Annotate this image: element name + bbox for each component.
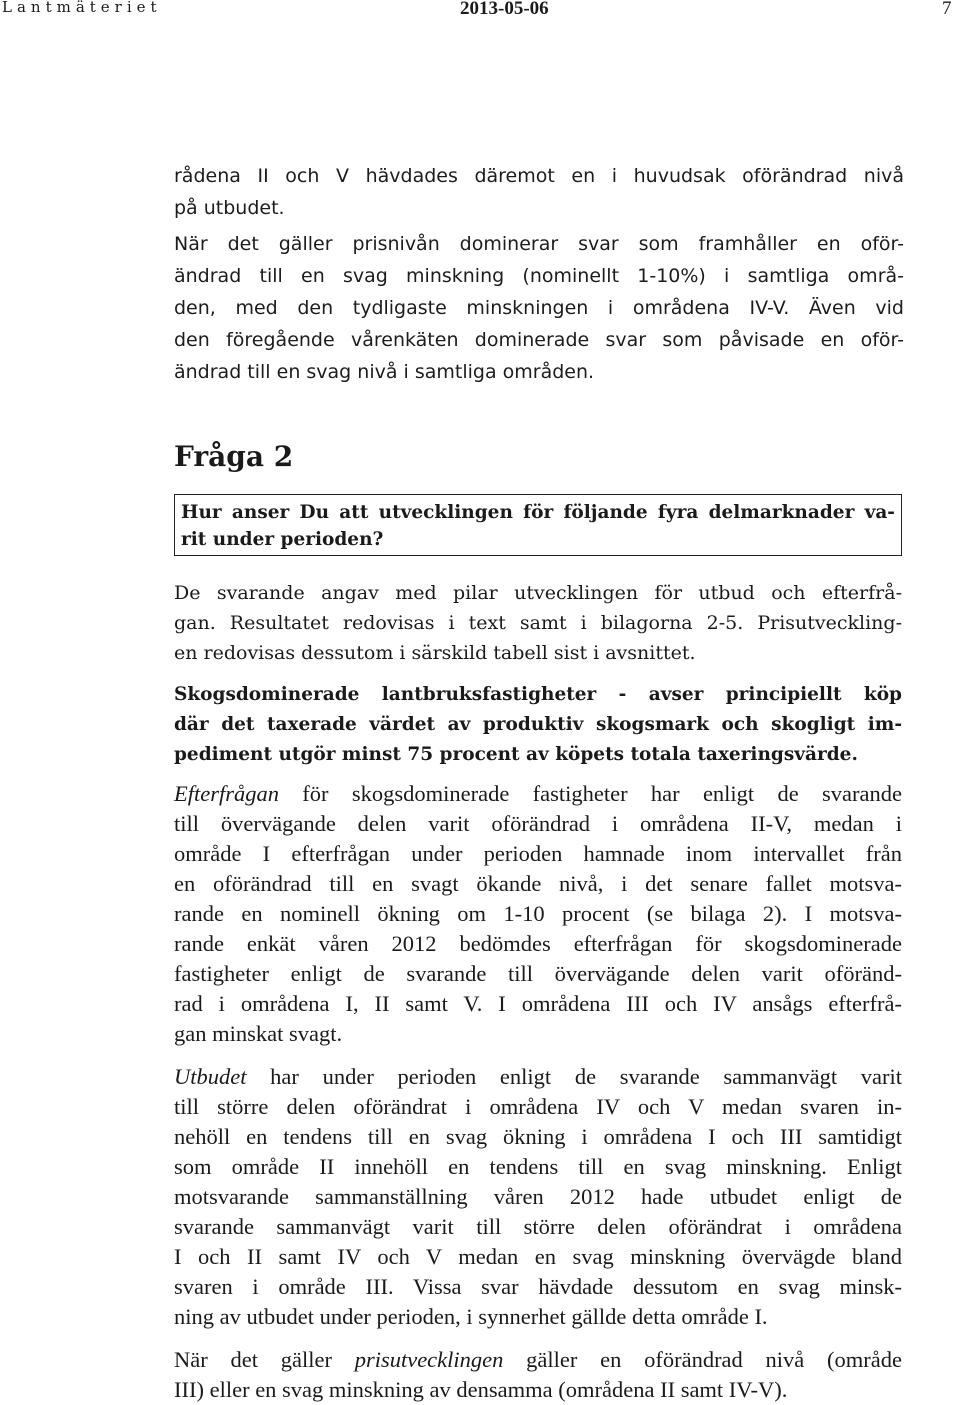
text-line: en redovisas dessutom i särskild tabell sist i avsnittet. [174,642,696,664]
text-line: gan. Resultatet redovisas i text samt i bilagorna 2-5. Prisutveckling- [174,612,902,634]
text-line: I och II samt IV och V medan en svag minskning övervägde bland [174,1244,902,1269]
text-line: till större delen oförändrat i områdena IV och V medan svaren in- [174,1094,902,1119]
price-paragraph [174,1345,902,1405]
paragraph-continued [174,160,904,224]
header-organization: Lantmäteriet [2,0,162,16]
definition-paragraph [174,680,902,770]
text-line: nehöll en tendens till en svag ökning i områdena I och III samtidigt [174,1124,902,1149]
text-line: svarande sammanvägt varit till större delen oförändrat i områdena [174,1214,902,1239]
text-line: den föregående vårenkäten dominerade svar som påvisade en oför- [174,329,904,351]
text-line: III) eller en svag minskning av densamma (områdena II samt IV-V). [174,1377,788,1402]
text-line: rådena II och V hävdades däremot en i huvudsak oförändrad nivå [174,165,904,187]
text-line: ning av utbudet under perioden, i synnerhet gällde detta område I. [174,1304,768,1329]
text-fragment: för skogsdominerade fastigheter har enligt de svarande [279,781,902,806]
text-line: Hur anser Du att utvecklingen för följande fyra delmarknader va- [181,502,895,523]
text-line: svaren i område III. Vissa svar hävdade dessutom en svag minsk- [174,1274,902,1299]
text-line: rande enkät våren 2012 bedömdes efterfrågan för skogsdominerade [174,931,902,956]
text-line [174,1345,902,1375]
intro-paragraph [174,578,902,668]
text-line: Skogsdominerade lantbruksfastigheter - avser principiellt köp [174,684,902,705]
text-line: pediment utgör minst 75 procent av köpets totala taxeringsvärde. [174,744,858,765]
text-fragment: När det gäller [174,1347,355,1372]
text-line: den, med den tydligaste minskningen i områdena IV-V. Även vid [174,297,904,319]
text-line: fastigheter enligt de svarande till övervägande delen varit oföränd- [174,961,902,986]
text-line: en oförändrad till en svagt ökande nivå, i det senare fallet motsva- [174,871,902,896]
text-line: De svarande angav med pilar utvecklingen för utbud och efterfrå- [174,582,902,604]
text-line: där det taxerade värdet av produktiv skogsmark och skogligt im- [174,714,902,735]
text-line: När det gäller prisnivån dominerar svar som framhåller en oför- [174,233,904,255]
text-line: på utbudet. [174,197,285,219]
text-line: ändrad till en svag minskning (nominellt 1-10%) i samtliga områ- [174,265,904,287]
text-line: motsvarande sammanställning våren 2012 hade utbudet enligt de [174,1184,902,1209]
supply-paragraph [174,1062,902,1332]
paragraph-price-level [174,228,904,388]
page-header [0,0,960,22]
text-line: rit under perioden? [181,529,384,550]
question-text [181,499,895,553]
text-line [174,1062,902,1092]
term-supply: Utbudet [174,1064,247,1089]
text-line: rande en nominell ökning om 1-10 procent (se bilaga 2). I motsva- [174,901,902,926]
intro-block [174,160,904,388]
text-fragment: gäller en oförändrad nivå (område [503,1347,902,1372]
text-line: rad i områdena I, II samt V. I områdena III och IV ansågs efterfrå- [174,991,902,1016]
term-demand: Efterfrågan [174,781,279,806]
text-line: gan minskat svagt. [174,1021,343,1046]
text-line: område I efterfrågan under perioden hamnade inom intervallet från [174,841,902,866]
term-price-development: prisutvecklingen [354,1347,504,1372]
text-line: till övervägande delen varit oförändrad i områdena II-V, medan i [174,811,902,836]
section-heading: Fråga 2 [174,440,294,473]
text-fragment: har under perioden enligt de svarande sammanvägt varit [246,1064,902,1089]
header-page-number: 7 [942,0,952,19]
header-date: 2013-05-06 [460,0,549,19]
text-line: ändrad till en svag nivå i samtliga områden. [174,361,595,383]
text-line: som område II innehöll en tendens till en svag minskning. Enligt [174,1154,902,1179]
text-line [174,779,902,809]
section-heading-wrap [174,440,293,473]
question-box [174,494,902,556]
demand-paragraph [174,779,902,1049]
